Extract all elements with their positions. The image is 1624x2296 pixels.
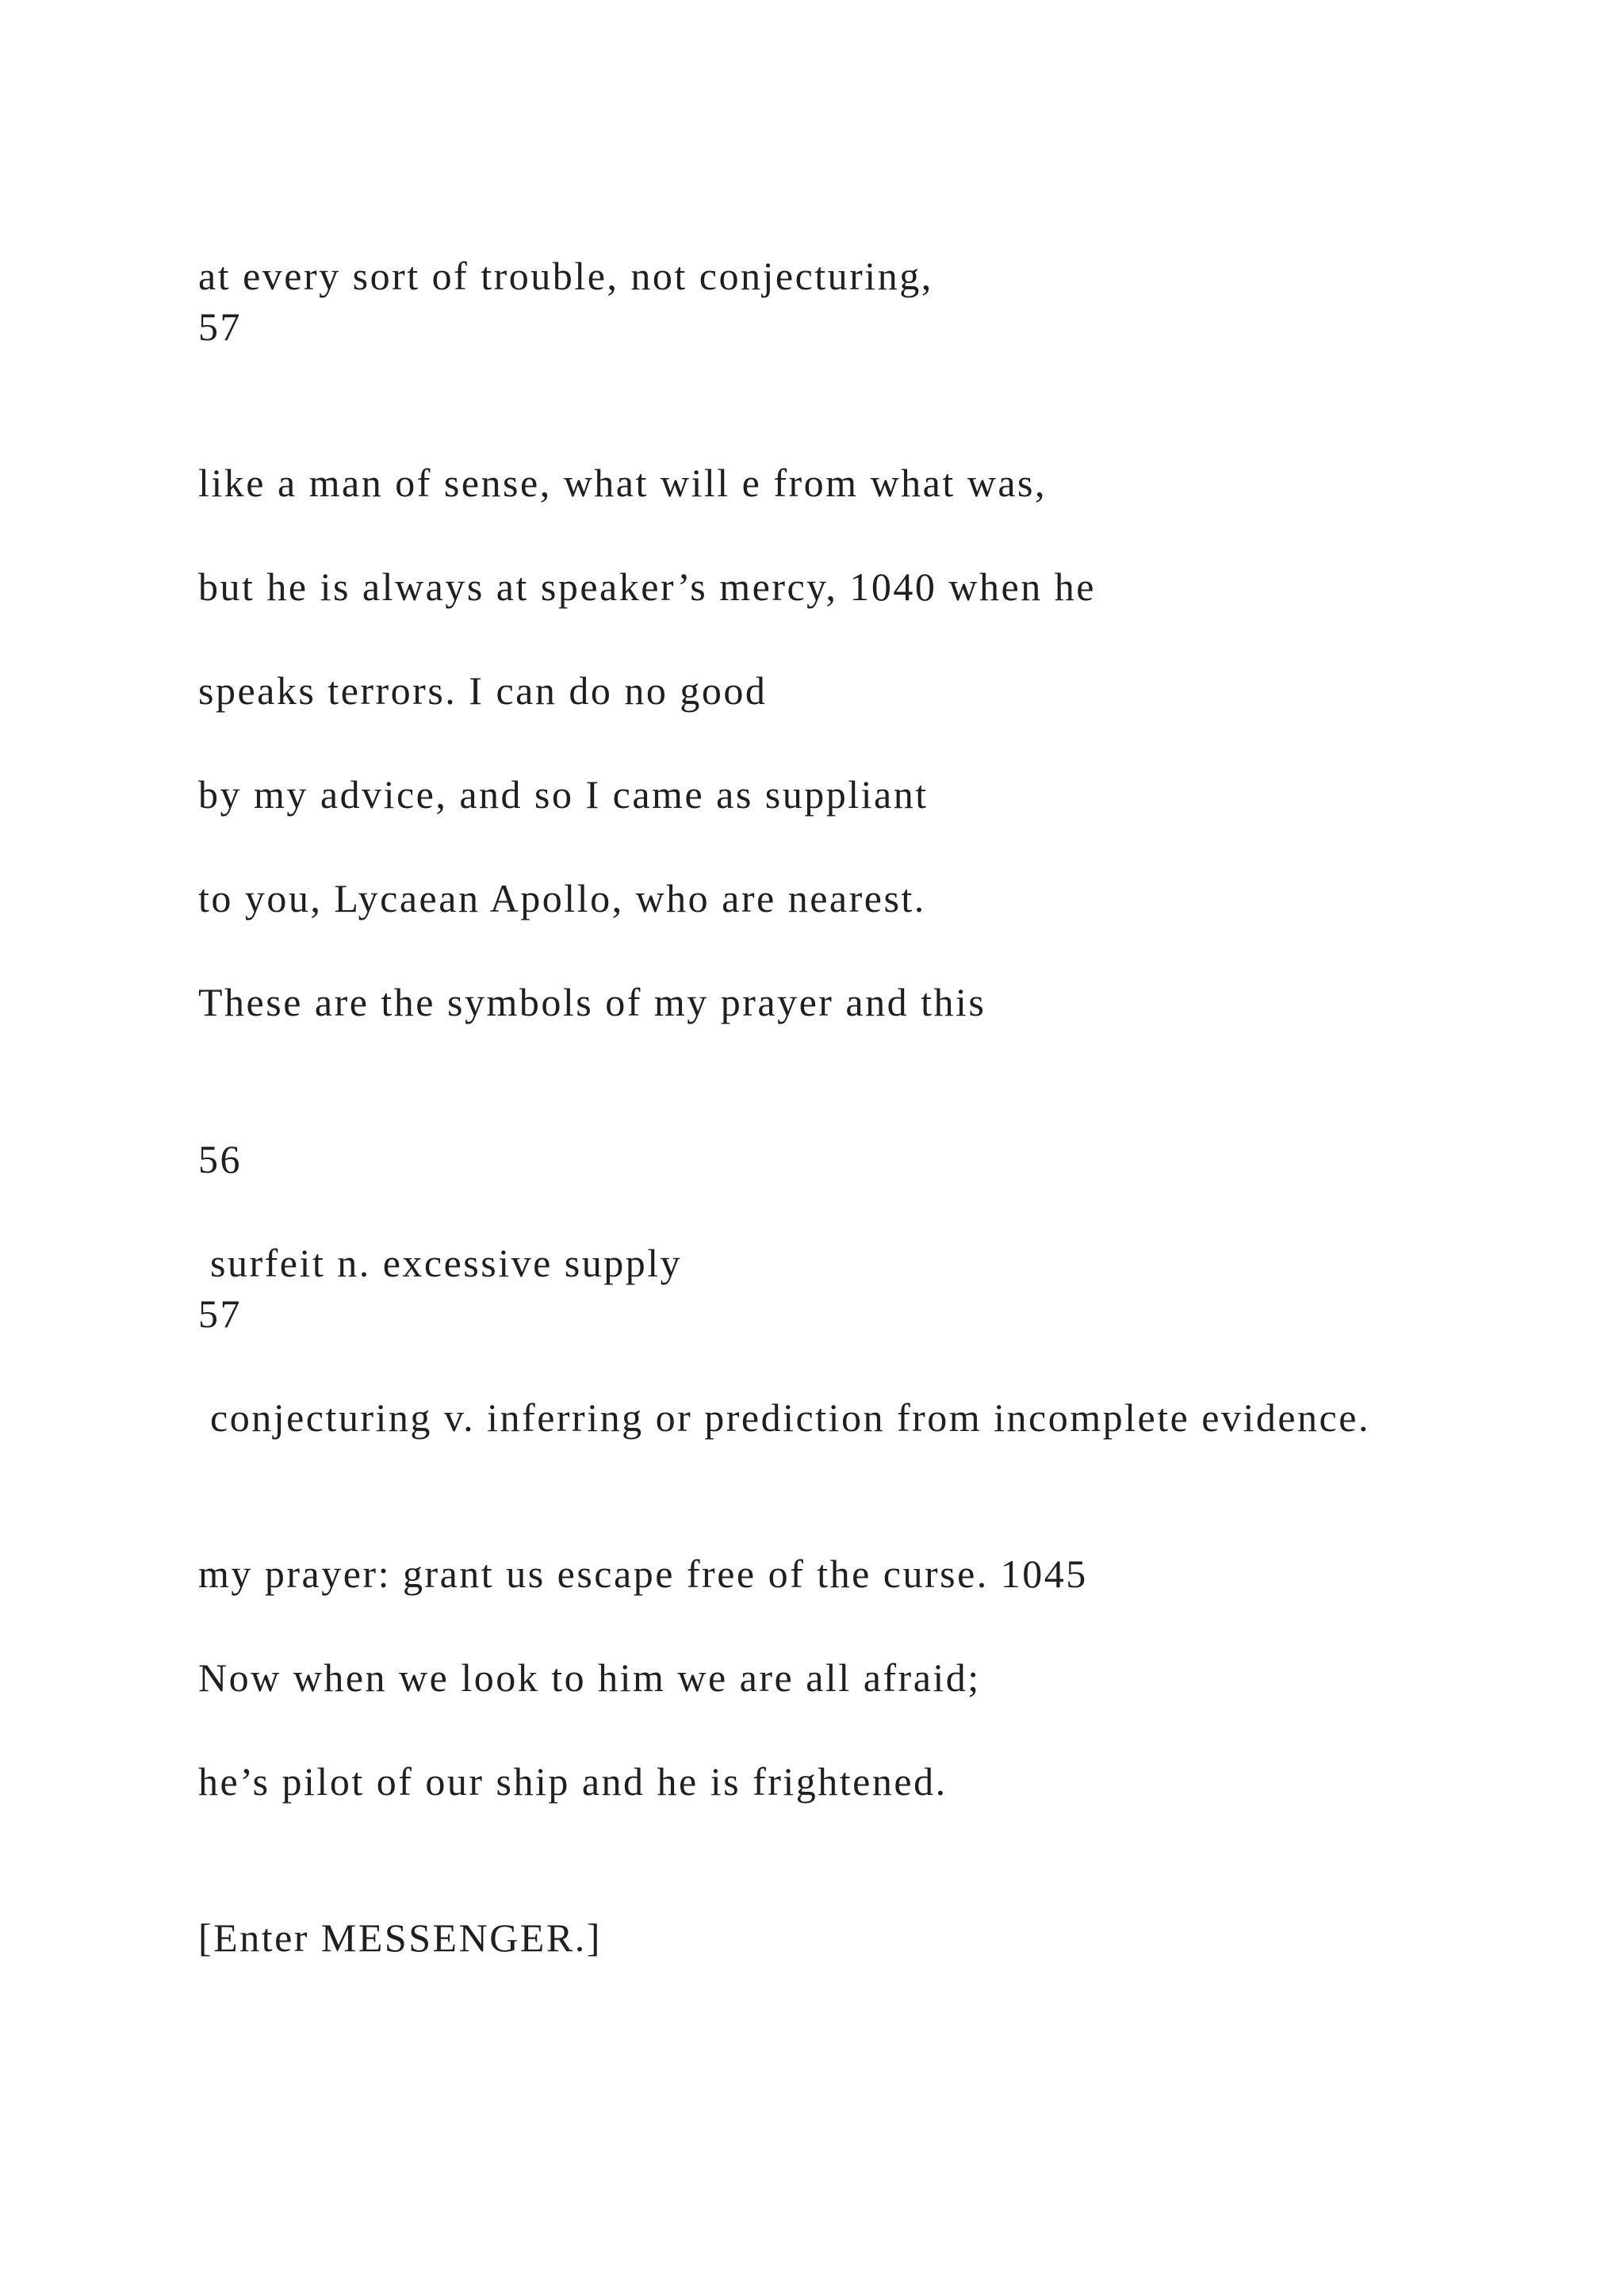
footnote-marker: 57 xyxy=(198,304,242,349)
footnote-text: conjecturing v. inferring or prediction from incomplete evidence. xyxy=(198,1395,1370,1440)
text-line: my prayer: grant us escape free of the curse. 1045 xyxy=(198,1552,1088,1596)
text-line: but he is always at speaker’s mercy, 1040 when he xyxy=(198,564,1096,609)
footnote-text: surfeit n. excessive supply xyxy=(198,1241,683,1285)
text-line: he’s pilot of our ship and he is frightened. xyxy=(198,1759,948,1804)
text-line: by my advice, and so I came as suppliant xyxy=(198,772,929,817)
text-line: at every sort of trouble, not conjecturing, xyxy=(198,254,933,298)
footnote-number: 57 xyxy=(198,1292,242,1336)
text-line: to you, Lycaean Apollo, who are nearest. xyxy=(198,876,926,920)
text-line: These are the symbols of my prayer and this xyxy=(198,980,986,1024)
text-line: like a man of sense, what will e from what was, xyxy=(198,461,1048,505)
stage-direction: [Enter MESSENGER.] xyxy=(198,1915,602,1960)
text-line: Now when we look to him we are all afraid; xyxy=(198,1655,981,1700)
footnote-number: 56 xyxy=(198,1137,242,1181)
text-line: speaks terrors. I can do no good xyxy=(198,668,768,713)
